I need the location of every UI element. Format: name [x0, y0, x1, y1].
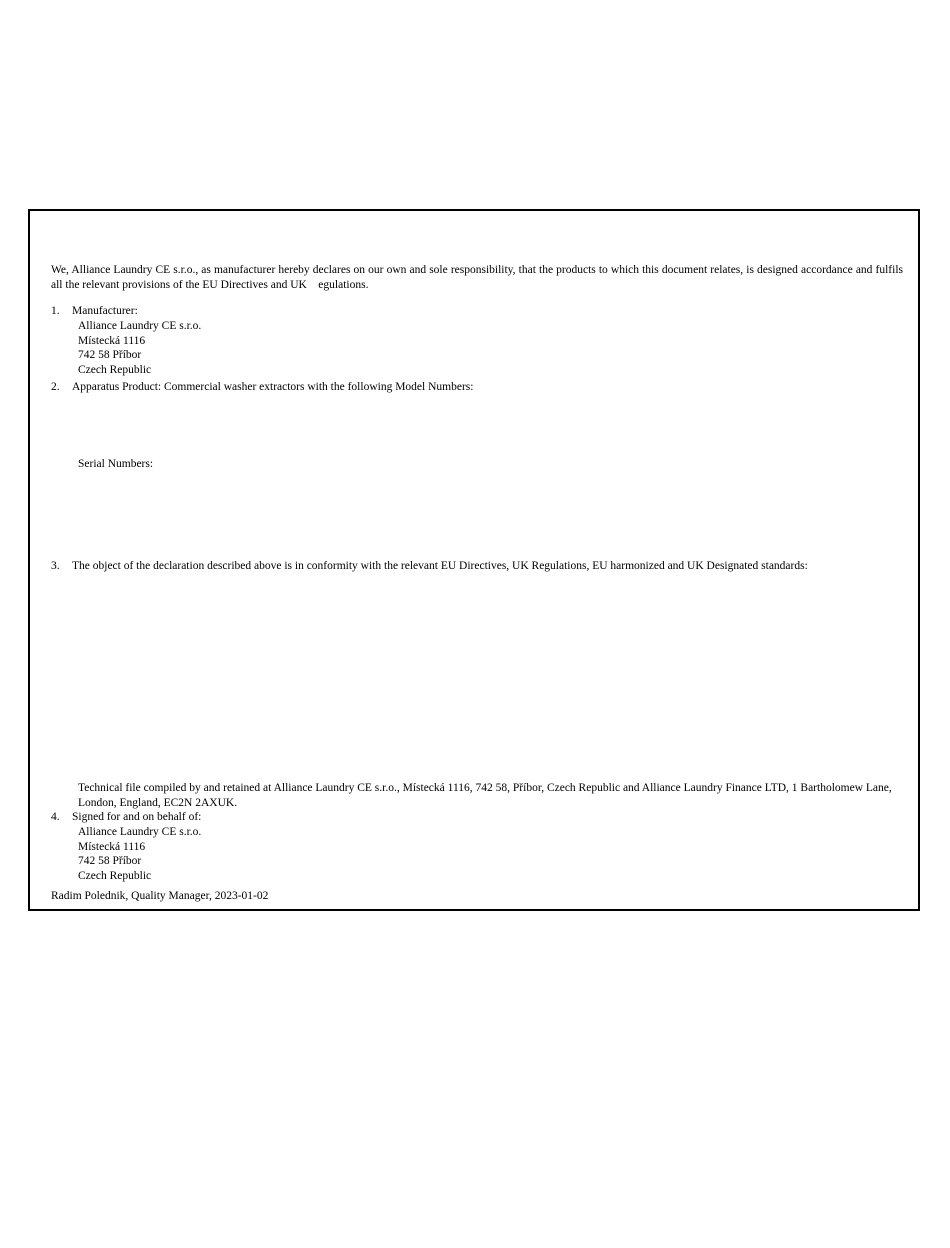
- intro-paragraph: We, Alliance Laundry CE s.r.o., as manufacturer hereby declares on our own and sole responsibility, that the products to which this document relates, is designed accordance and fulfils all the relevant provisions of the EU Directives and UK egulations.: [51, 264, 903, 291]
- signature-line: Radim Polednik, Quality Manager, 2023-01-02: [51, 890, 269, 902]
- address-line: 742 58 Příbor: [78, 349, 142, 362]
- address-line: Alliance Laundry CE s.r.o.: [78, 826, 202, 838]
- item-number-1: 1.: [51, 305, 60, 317]
- signatory-address: [78, 825, 201, 883]
- address-line: Czech Republic: [78, 363, 152, 376]
- conformity-heading: The object of the declaration described above is in conformity with the relevant EU Directives, UK Regulations, EU harmonized and UK Designated standards:: [72, 560, 808, 572]
- address-line: Czech Republic: [78, 869, 152, 882]
- manufacturer-heading: Manufacturer:: [72, 305, 138, 317]
- technical-file-paragraph: Technical file compiled by and retained at Alliance Laundry CE s.r.o., Místecká 1116, 742 58, Příbor, Czech Republic and Alliance Laundry Finance LTD, 1 Bartholomew Lane, London, England, EC2N 2AXUK.: [78, 782, 892, 809]
- item-number-4: 4.: [51, 811, 60, 823]
- address-line: 742 58 Příbor: [78, 855, 142, 868]
- address-line: Alliance Laundry CE s.r.o.: [78, 320, 202, 332]
- serial-numbers-label: Serial Numbers:: [78, 458, 154, 470]
- item-number-2: 2.: [51, 381, 60, 393]
- manufacturer-address: [78, 319, 201, 377]
- item-number-3: 3.: [51, 560, 60, 572]
- apparatus-product-heading: Apparatus Product: Commercial washer extractors with the following Model Numbers:: [72, 381, 474, 393]
- address-line: Místecká 1116: [78, 334, 146, 347]
- declaration-frame: [28, 209, 920, 911]
- address-line: Místecká 1116: [78, 840, 146, 853]
- signed-on-behalf-heading: Signed for and on behalf of:: [72, 811, 202, 823]
